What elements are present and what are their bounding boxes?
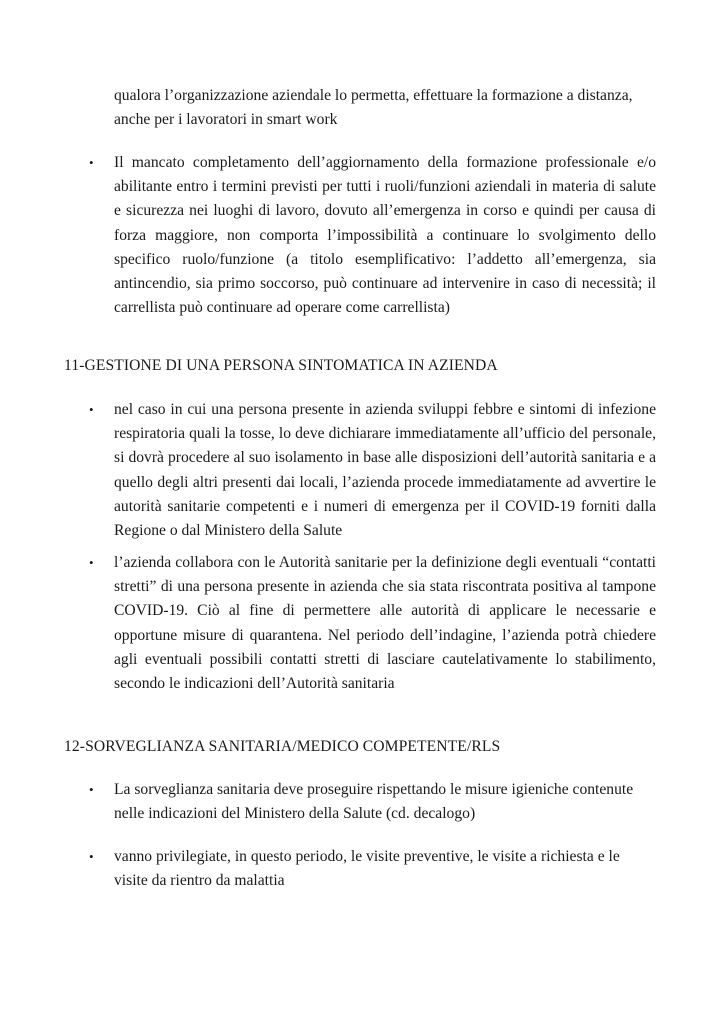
- list-item: Il mancato completamento dell’aggiornamento della formazione professionale e/o abilitante entro i termini previsti per tutti i ruoli/funzioni aziendali in materia di salute e sicurezza nei luoghi di lavoro, dovuto all’emergenza in corso e quindi per causa di forza maggiore, non comporta l’impossibilità a continuare lo svolgimento dello specifico ruolo/funzione (a titolo esemplificativo: l’addetto all’emergenza, sia antincendio, sia primo soccorso, può continuare ad intervenire in caso di necessità; il carrellista può continuare ad operare come carrellista): [114, 154, 656, 317]
- bullet-icon: •: [89, 782, 94, 797]
- list-item: La sorveglianza sanitaria deve proseguire rispettando le misure igieniche contenute nelle indicazioni del Ministero della Salute (cd. decalogo): [114, 781, 634, 823]
- list-item: vanno privilegiate, in questo periodo, le visite preventive, le visite a richiesta e le visite da rientro da malattia: [114, 848, 620, 890]
- list-item: nel caso in cui una persona presente in azienda sviluppi febbre e sintomi di infezione respiratoria quali la tosse, lo deve dichiarare immediatamente all’ufficio del personale, si dovrà procedere al suo isolamento in base alle disposizioni dell’autorità sanitaria e a quello degli altri presenti dai locali, l’azienda procede immediatamente ad avvertire le autorità sanitarie competenti e i numeri di emergenza per il COVID-19 forniti dalla Regione o dal Ministero della Salute: [114, 401, 656, 540]
- bullet-icon: •: [89, 402, 94, 417]
- list-item: l’azienda collabora con le Autorità sanitarie per la definizione degli eventuali “contatti stretti” di una persona presente in azienda che sia stata riscontrata positiva al tampone COVID-19. Ciò al fine di permettere alle autorità di applicare le necessarie e opportune misure di quarantena. Nel periodo dell’indagine, l’azienda potrà chiedere agli eventuali possibili contatti stretti di lasciare cautelativamente lo stabilimento, secondo le indicazioni dell’Autorità sanitaria: [114, 554, 656, 693]
- section-heading: 11-GESTIONE DI UNA PERSONA SINTOMATICA IN AZIENDA: [64, 357, 498, 374]
- continuation-paragraph: qualora l’organizzazione aziendale lo permetta, effettuare la formazione a distanza, anche per i lavoratori in smart work: [114, 87, 633, 129]
- section-heading: 12-SORVEGLIANZA SANITARIA/MEDICO COMPETENTE/RLS: [64, 738, 501, 755]
- bullet-icon: •: [89, 849, 94, 864]
- bullet-icon: •: [89, 555, 94, 570]
- bullet-icon: •: [89, 155, 94, 170]
